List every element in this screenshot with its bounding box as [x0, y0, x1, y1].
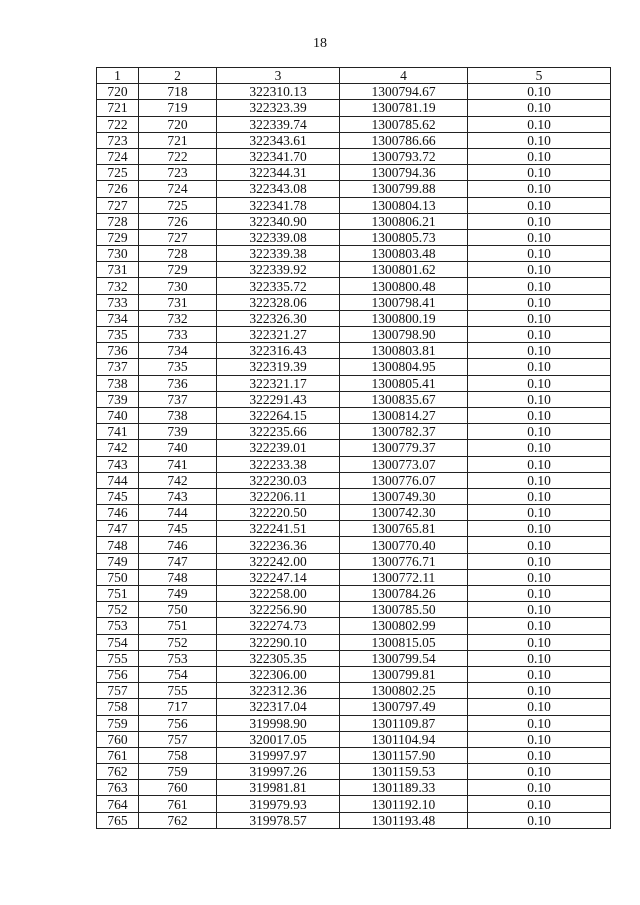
y-coordinate-cell: 1300749.30 — [340, 488, 468, 504]
x-coordinate-cell: 322230.03 — [217, 472, 340, 488]
tolerance-cell: 0.10 — [468, 116, 611, 132]
table-row — [97, 586, 611, 602]
tolerance-cell: 0.10 — [468, 391, 611, 407]
tolerance-cell: 0.10 — [468, 278, 611, 294]
tolerance-cell: 0.10 — [468, 796, 611, 812]
table-row — [97, 165, 611, 181]
point-number-cell: 747 — [139, 553, 217, 569]
x-coordinate-cell: 322274.73 — [217, 618, 340, 634]
row-number-cell: 759 — [97, 715, 139, 731]
point-number-cell: 750 — [139, 602, 217, 618]
row-number-cell: 735 — [97, 327, 139, 343]
row-number-cell: 720 — [97, 84, 139, 100]
x-coordinate-cell: 322319.39 — [217, 359, 340, 375]
tolerance-cell: 0.10 — [468, 310, 611, 326]
table-row — [97, 197, 611, 213]
table-row — [97, 521, 611, 537]
tolerance-cell: 0.10 — [468, 100, 611, 116]
table-row — [97, 327, 611, 343]
table-row — [97, 100, 611, 116]
row-number-cell: 752 — [97, 602, 139, 618]
y-coordinate-cell: 1300800.19 — [340, 310, 468, 326]
tolerance-cell: 0.10 — [468, 553, 611, 569]
x-coordinate-cell: 322290.10 — [217, 634, 340, 650]
x-coordinate-cell: 322242.00 — [217, 553, 340, 569]
point-number-cell: 748 — [139, 569, 217, 585]
point-number-cell: 762 — [139, 812, 217, 828]
row-number-cell: 750 — [97, 569, 139, 585]
point-number-cell: 745 — [139, 521, 217, 537]
tolerance-cell: 0.10 — [468, 424, 611, 440]
table-row — [97, 359, 611, 375]
x-coordinate-cell: 322291.43 — [217, 391, 340, 407]
y-coordinate-cell: 1301104.94 — [340, 731, 468, 747]
table-row — [97, 764, 611, 780]
table-row — [97, 181, 611, 197]
x-coordinate-cell: 322321.17 — [217, 375, 340, 391]
row-number-cell: 738 — [97, 375, 139, 391]
point-number-cell: 726 — [139, 213, 217, 229]
point-number-cell: 739 — [139, 424, 217, 440]
row-number-cell: 736 — [97, 343, 139, 359]
point-number-cell: 741 — [139, 456, 217, 472]
x-coordinate-cell: 319981.81 — [217, 780, 340, 796]
y-coordinate-cell: 1301192.10 — [340, 796, 468, 812]
point-number-cell: 749 — [139, 586, 217, 602]
row-number-cell: 732 — [97, 278, 139, 294]
row-number-cell: 754 — [97, 634, 139, 650]
tolerance-cell: 0.10 — [468, 294, 611, 310]
table-row — [97, 488, 611, 504]
point-number-cell: 733 — [139, 327, 217, 343]
row-number-cell: 722 — [97, 116, 139, 132]
point-number-cell: 755 — [139, 683, 217, 699]
x-coordinate-cell: 322233.38 — [217, 456, 340, 472]
tolerance-cell: 0.10 — [468, 213, 611, 229]
tolerance-cell: 0.10 — [468, 197, 611, 213]
table-row — [97, 116, 611, 132]
point-number-cell: 731 — [139, 294, 217, 310]
table-row — [97, 375, 611, 391]
row-number-cell: 743 — [97, 456, 139, 472]
y-coordinate-cell: 1300802.99 — [340, 618, 468, 634]
row-number-cell: 721 — [97, 100, 139, 116]
point-number-cell: 725 — [139, 197, 217, 213]
tolerance-cell: 0.10 — [468, 262, 611, 278]
x-coordinate-cell: 322339.74 — [217, 116, 340, 132]
y-coordinate-cell: 1300776.07 — [340, 472, 468, 488]
y-coordinate-cell: 1300773.07 — [340, 456, 468, 472]
point-number-cell: 728 — [139, 246, 217, 262]
table-row — [97, 666, 611, 682]
page-number: 18 — [313, 36, 327, 51]
y-coordinate-cell: 1300799.54 — [340, 650, 468, 666]
table-row — [97, 148, 611, 164]
tolerance-cell: 0.10 — [468, 780, 611, 796]
tolerance-cell: 0.10 — [468, 586, 611, 602]
table-row — [97, 683, 611, 699]
tolerance-cell: 0.10 — [468, 407, 611, 423]
tolerance-cell: 0.10 — [468, 666, 611, 682]
y-coordinate-cell: 1300799.88 — [340, 181, 468, 197]
x-coordinate-cell: 322343.61 — [217, 132, 340, 148]
tolerance-cell: 0.10 — [468, 812, 611, 828]
table-row — [97, 699, 611, 715]
table-row — [97, 456, 611, 472]
table-row — [97, 246, 611, 262]
row-number-cell: 756 — [97, 666, 139, 682]
point-number-cell: 735 — [139, 359, 217, 375]
table-row — [97, 602, 611, 618]
row-number-cell: 739 — [97, 391, 139, 407]
x-coordinate-cell: 322343.08 — [217, 181, 340, 197]
table-row — [97, 796, 611, 812]
x-coordinate-cell: 319979.93 — [217, 796, 340, 812]
tolerance-cell: 0.10 — [468, 440, 611, 456]
y-coordinate-cell: 1301157.90 — [340, 747, 468, 763]
x-coordinate-cell: 322340.90 — [217, 213, 340, 229]
tolerance-cell: 0.10 — [468, 683, 611, 699]
y-coordinate-cell: 1300804.95 — [340, 359, 468, 375]
y-coordinate-cell: 1300765.81 — [340, 521, 468, 537]
y-coordinate-cell: 1300803.48 — [340, 246, 468, 262]
y-coordinate-cell: 1300835.67 — [340, 391, 468, 407]
row-number-cell: 730 — [97, 246, 139, 262]
point-number-cell: 746 — [139, 537, 217, 553]
row-number-cell: 723 — [97, 132, 139, 148]
row-number-cell: 761 — [97, 747, 139, 763]
row-number-cell: 731 — [97, 262, 139, 278]
point-number-cell: 724 — [139, 181, 217, 197]
column-header-3: 3 — [217, 68, 340, 84]
x-coordinate-cell: 322236.36 — [217, 537, 340, 553]
table-row — [97, 812, 611, 828]
tolerance-cell: 0.10 — [468, 521, 611, 537]
table-row — [97, 294, 611, 310]
x-coordinate-cell: 322220.50 — [217, 505, 340, 521]
row-number-cell: 749 — [97, 553, 139, 569]
row-number-cell: 753 — [97, 618, 139, 634]
point-number-cell: 734 — [139, 343, 217, 359]
point-number-cell: 740 — [139, 440, 217, 456]
table-row — [97, 132, 611, 148]
x-coordinate-cell: 322339.92 — [217, 262, 340, 278]
row-number-cell: 757 — [97, 683, 139, 699]
x-coordinate-cell: 322316.43 — [217, 343, 340, 359]
tolerance-cell: 0.10 — [468, 764, 611, 780]
y-coordinate-cell: 1300806.21 — [340, 213, 468, 229]
table-row — [97, 213, 611, 229]
point-number-cell: 743 — [139, 488, 217, 504]
row-number-cell: 764 — [97, 796, 139, 812]
x-coordinate-cell: 322256.90 — [217, 602, 340, 618]
table-row — [97, 407, 611, 423]
y-coordinate-cell: 1301109.87 — [340, 715, 468, 731]
point-number-cell: 718 — [139, 84, 217, 100]
point-number-cell: 752 — [139, 634, 217, 650]
row-number-cell: 724 — [97, 148, 139, 164]
y-coordinate-cell: 1300776.71 — [340, 553, 468, 569]
point-number-cell: 721 — [139, 132, 217, 148]
table-row — [97, 650, 611, 666]
table-row — [97, 780, 611, 796]
y-coordinate-cell: 1300794.36 — [340, 165, 468, 181]
tolerance-cell: 0.10 — [468, 181, 611, 197]
row-number-cell: 746 — [97, 505, 139, 521]
row-number-cell: 728 — [97, 213, 139, 229]
tolerance-cell: 0.10 — [468, 229, 611, 245]
tolerance-cell: 0.10 — [468, 375, 611, 391]
row-number-cell: 747 — [97, 521, 139, 537]
table-row — [97, 505, 611, 521]
row-number-cell: 740 — [97, 407, 139, 423]
x-coordinate-cell: 319997.26 — [217, 764, 340, 780]
y-coordinate-cell: 1300798.90 — [340, 327, 468, 343]
x-coordinate-cell: 322339.38 — [217, 246, 340, 262]
tolerance-cell: 0.10 — [468, 747, 611, 763]
tolerance-cell: 0.10 — [468, 359, 611, 375]
tolerance-cell: 0.10 — [468, 602, 611, 618]
point-number-cell: 738 — [139, 407, 217, 423]
point-number-cell: 757 — [139, 731, 217, 747]
column-header-1: 1 — [97, 68, 139, 84]
table-body — [97, 84, 611, 829]
tolerance-cell: 0.10 — [468, 537, 611, 553]
y-coordinate-cell: 1301189.33 — [340, 780, 468, 796]
y-coordinate-cell: 1301193.48 — [340, 812, 468, 828]
tolerance-cell: 0.10 — [468, 132, 611, 148]
tolerance-cell: 0.10 — [468, 456, 611, 472]
table-row — [97, 343, 611, 359]
row-number-cell: 726 — [97, 181, 139, 197]
x-coordinate-cell: 322321.27 — [217, 327, 340, 343]
x-coordinate-cell: 322341.78 — [217, 197, 340, 213]
tolerance-cell: 0.10 — [468, 650, 611, 666]
table-row — [97, 618, 611, 634]
row-number-cell: 745 — [97, 488, 139, 504]
row-number-cell: 755 — [97, 650, 139, 666]
table-row — [97, 229, 611, 245]
x-coordinate-cell: 322328.06 — [217, 294, 340, 310]
tolerance-cell: 0.10 — [468, 488, 611, 504]
table-row — [97, 553, 611, 569]
point-number-cell: 723 — [139, 165, 217, 181]
tolerance-cell: 0.10 — [468, 634, 611, 650]
x-coordinate-cell: 322235.66 — [217, 424, 340, 440]
tolerance-cell: 0.10 — [468, 246, 611, 262]
point-number-cell: 758 — [139, 747, 217, 763]
x-coordinate-cell: 322206.11 — [217, 488, 340, 504]
point-number-cell: 720 — [139, 116, 217, 132]
x-coordinate-cell: 322335.72 — [217, 278, 340, 294]
x-coordinate-cell: 322341.70 — [217, 148, 340, 164]
y-coordinate-cell: 1300797.49 — [340, 699, 468, 715]
tolerance-cell: 0.10 — [468, 731, 611, 747]
point-number-cell: 730 — [139, 278, 217, 294]
row-number-cell: 734 — [97, 310, 139, 326]
x-coordinate-cell: 322323.39 — [217, 100, 340, 116]
row-number-cell: 729 — [97, 229, 139, 245]
header-row — [97, 68, 611, 84]
point-number-cell: 759 — [139, 764, 217, 780]
tolerance-cell: 0.10 — [468, 505, 611, 521]
y-coordinate-cell: 1300815.05 — [340, 634, 468, 650]
column-header-4: 4 — [340, 68, 468, 84]
row-number-cell: 758 — [97, 699, 139, 715]
tolerance-cell: 0.10 — [468, 343, 611, 359]
y-coordinate-cell: 1300742.30 — [340, 505, 468, 521]
row-number-cell: 733 — [97, 294, 139, 310]
table-row — [97, 84, 611, 100]
x-coordinate-cell: 322258.00 — [217, 586, 340, 602]
row-number-cell: 762 — [97, 764, 139, 780]
x-coordinate-cell: 322326.30 — [217, 310, 340, 326]
table-row — [97, 262, 611, 278]
table-row — [97, 537, 611, 553]
y-coordinate-cell: 1300786.66 — [340, 132, 468, 148]
row-number-cell: 737 — [97, 359, 139, 375]
y-coordinate-cell: 1300803.81 — [340, 343, 468, 359]
point-number-cell: 727 — [139, 229, 217, 245]
point-number-cell: 761 — [139, 796, 217, 812]
x-coordinate-cell: 319998.90 — [217, 715, 340, 731]
point-number-cell: 751 — [139, 618, 217, 634]
table-row — [97, 440, 611, 456]
row-number-cell: 763 — [97, 780, 139, 796]
x-coordinate-cell: 322239.01 — [217, 440, 340, 456]
point-number-cell: 717 — [139, 699, 217, 715]
row-number-cell: 742 — [97, 440, 139, 456]
table-row — [97, 391, 611, 407]
x-coordinate-cell: 322247.14 — [217, 569, 340, 585]
row-number-cell: 727 — [97, 197, 139, 213]
point-number-cell: 736 — [139, 375, 217, 391]
y-coordinate-cell: 1300793.72 — [340, 148, 468, 164]
y-coordinate-cell: 1301159.53 — [340, 764, 468, 780]
table-row — [97, 731, 611, 747]
point-number-cell: 722 — [139, 148, 217, 164]
y-coordinate-cell: 1300805.41 — [340, 375, 468, 391]
point-number-cell: 744 — [139, 505, 217, 521]
x-coordinate-cell: 322306.00 — [217, 666, 340, 682]
row-number-cell: 760 — [97, 731, 139, 747]
y-coordinate-cell: 1300779.37 — [340, 440, 468, 456]
x-coordinate-cell: 322264.15 — [217, 407, 340, 423]
y-coordinate-cell: 1300798.41 — [340, 294, 468, 310]
row-number-cell: 748 — [97, 537, 139, 553]
table-row — [97, 715, 611, 731]
y-coordinate-cell: 1300814.27 — [340, 407, 468, 423]
point-number-cell: 737 — [139, 391, 217, 407]
y-coordinate-cell: 1300785.62 — [340, 116, 468, 132]
tolerance-cell: 0.10 — [468, 569, 611, 585]
point-number-cell: 742 — [139, 472, 217, 488]
row-number-cell: 744 — [97, 472, 139, 488]
tolerance-cell: 0.10 — [468, 699, 611, 715]
y-coordinate-cell: 1300801.62 — [340, 262, 468, 278]
tolerance-cell: 0.10 — [468, 148, 611, 164]
tolerance-cell: 0.10 — [468, 618, 611, 634]
table-row — [97, 569, 611, 585]
column-header-5: 5 — [468, 68, 611, 84]
tolerance-cell: 0.10 — [468, 165, 611, 181]
x-coordinate-cell: 322310.13 — [217, 84, 340, 100]
point-number-cell: 719 — [139, 100, 217, 116]
x-coordinate-cell: 322344.31 — [217, 165, 340, 181]
y-coordinate-cell: 1300784.26 — [340, 586, 468, 602]
row-number-cell: 741 — [97, 424, 139, 440]
y-coordinate-cell: 1300804.13 — [340, 197, 468, 213]
table-header — [97, 68, 611, 84]
point-number-cell: 753 — [139, 650, 217, 666]
tolerance-cell: 0.10 — [468, 84, 611, 100]
table-row — [97, 278, 611, 294]
x-coordinate-cell: 322241.51 — [217, 521, 340, 537]
row-number-cell: 765 — [97, 812, 139, 828]
y-coordinate-cell: 1300799.81 — [340, 666, 468, 682]
y-coordinate-cell: 1300785.50 — [340, 602, 468, 618]
row-number-cell: 751 — [97, 586, 139, 602]
y-coordinate-cell: 1300781.19 — [340, 100, 468, 116]
y-coordinate-cell: 1300770.40 — [340, 537, 468, 553]
point-number-cell: 732 — [139, 310, 217, 326]
y-coordinate-cell: 1300805.73 — [340, 229, 468, 245]
row-number-cell: 725 — [97, 165, 139, 181]
point-number-cell: 729 — [139, 262, 217, 278]
x-coordinate-cell: 320017.05 — [217, 731, 340, 747]
table-row — [97, 310, 611, 326]
x-coordinate-cell: 322317.04 — [217, 699, 340, 715]
x-coordinate-cell: 322312.36 — [217, 683, 340, 699]
coordinates-table — [96, 67, 611, 829]
tolerance-cell: 0.10 — [468, 327, 611, 343]
table-row — [97, 472, 611, 488]
point-number-cell: 760 — [139, 780, 217, 796]
point-number-cell: 756 — [139, 715, 217, 731]
y-coordinate-cell: 1300802.25 — [340, 683, 468, 699]
table-row — [97, 747, 611, 763]
x-coordinate-cell: 319978.57 — [217, 812, 340, 828]
y-coordinate-cell: 1300794.67 — [340, 84, 468, 100]
x-coordinate-cell: 322305.35 — [217, 650, 340, 666]
point-number-cell: 754 — [139, 666, 217, 682]
x-coordinate-cell: 319997.97 — [217, 747, 340, 763]
table-row — [97, 424, 611, 440]
y-coordinate-cell: 1300782.37 — [340, 424, 468, 440]
tolerance-cell: 0.10 — [468, 715, 611, 731]
column-header-2: 2 — [139, 68, 217, 84]
y-coordinate-cell: 1300800.48 — [340, 278, 468, 294]
tolerance-cell: 0.10 — [468, 472, 611, 488]
x-coordinate-cell: 322339.08 — [217, 229, 340, 245]
y-coordinate-cell: 1300772.11 — [340, 569, 468, 585]
table-row — [97, 634, 611, 650]
